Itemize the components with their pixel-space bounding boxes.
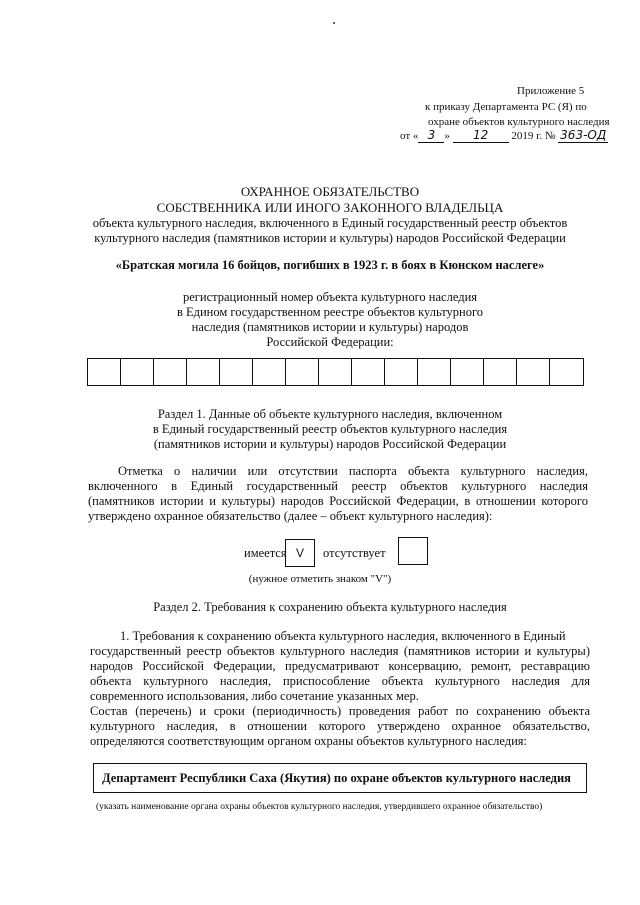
passport-present-checkbox[interactable]: V: [285, 539, 315, 567]
section1-heading: [70, 407, 590, 452]
appendix-title: Приложение 5: [517, 85, 585, 97]
section1-line1: Раздел 1. Данные об объекте культурного наследия, включенном: [157, 407, 503, 421]
registration-number-cell[interactable]: [484, 359, 517, 385]
registration-block: [130, 290, 530, 350]
section1-line3: (памятников истории и культуры) народов Российской Федерации: [153, 437, 507, 451]
authority-name: Департамент Республики Саха (Якутия) по охране объектов культурного наследия: [102, 771, 571, 785]
section2-title: Раздел 2. Требования к сохранению объекта культурного наследия: [153, 600, 507, 614]
authority-box: [93, 763, 587, 793]
registration-number-grid[interactable]: [87, 358, 584, 386]
section1-line2: в Единый государственный реестр объектов культурного наследия: [152, 422, 508, 436]
header-title-line1: ОХРАННОЕ ОБЯЗАТЕЛЬСТВО: [240, 184, 420, 199]
registration-number-cell[interactable]: [253, 359, 286, 385]
passport-line3: (памятников истории и культуры) народов Российской Федерации, в отношении которого: [88, 494, 588, 508]
object-name-text: «Братская могила 16 бойцов, погибших в 1923 г. в боях в Кюнском наслеге»: [115, 258, 545, 272]
scan-dot: [333, 22, 335, 24]
authority-hint: (указать наименование органа охраны объектов культурного наследия, утвердившего охранное обязательство): [96, 802, 543, 812]
header-title-line2: СОБСТВЕННИКА ИЛИ ИНОГО ЗАКОННОГО ВЛАДЕЛЬЦА: [156, 200, 504, 215]
registration-number-cell[interactable]: [451, 359, 484, 385]
passport-hint: (нужное отметить знаком "V"): [248, 573, 392, 585]
registration-number-cell[interactable]: [121, 359, 154, 385]
passport-line1: Отметка о наличии или отсутствии паспорта объекта культурного наследия,: [118, 464, 588, 478]
appendix-line2: охране объектов культурного наследия: [428, 116, 610, 128]
registration-number-cell[interactable]: [220, 359, 253, 385]
section2-p1-line1: 1. Требования к сохранению объекта культурного наследия, включенного в Единый: [120, 629, 566, 643]
registration-number-cell[interactable]: [550, 359, 583, 385]
passport-line2: включенного в Единый государственный реестр объектов культурного наследия: [88, 479, 588, 493]
section2-p2-line2: культурного наследия, в отношении которого утверждено охранное обязательство,: [90, 719, 590, 733]
registration-number-cell[interactable]: [286, 359, 319, 385]
registration-line1: регистрационный номер объекта культурного наследия: [182, 290, 478, 304]
object-name: [60, 258, 600, 273]
registration-number-cell[interactable]: [319, 359, 352, 385]
appendix-date: [400, 128, 608, 143]
registration-number-cell[interactable]: [88, 359, 121, 385]
registration-number-cell[interactable]: [385, 359, 418, 385]
date-month: 12: [453, 128, 509, 143]
section2-p2-line3: определяются соответствующим органом охраны объектов культурного наследия:: [90, 734, 528, 748]
registration-line3: наследия (памятников истории и культуры) народов: [191, 320, 469, 334]
passport-paragraph: [88, 464, 588, 524]
section2-p2-line1: Состав (перечень) и сроки (периодичность) проведения работ по сохранению объекта: [90, 704, 590, 718]
header-subtitle-line2: культурного наследия (памятников истории и культуры) народов Российской Федерации: [94, 231, 566, 245]
registration-number-cell[interactable]: [517, 359, 550, 385]
section2-paragraph1: [90, 629, 590, 749]
registration-number-cell[interactable]: [352, 359, 385, 385]
date-prefix: от «: [400, 130, 419, 142]
document-header: [60, 184, 600, 246]
passport-present-label: имеется: [244, 546, 287, 560]
appendix-line1: к приказу Департамента РС (Я) по: [425, 101, 587, 113]
passport-absent-checkbox[interactable]: [398, 537, 428, 565]
section2-p1-line4: объекта культурного наследия, приспособление объекта культурного наследия для: [90, 674, 590, 688]
registration-number-cell[interactable]: [154, 359, 187, 385]
registration-number-cell[interactable]: [418, 359, 451, 385]
passport-line4: утверждено охранное обязательство (далее – объект культурного наследия):: [88, 509, 493, 523]
registration-number-cell[interactable]: [187, 359, 220, 385]
header-subtitle-line1: объекта культурного наследия, включенного в Единый государственный реестр объектов: [92, 216, 568, 230]
date-mid: »: [444, 130, 450, 142]
date-day: 3: [418, 128, 444, 143]
registration-line4: Российской Федерации:: [266, 335, 394, 349]
section2-p1-line5: современного использования, либо сочетание указанных мер.: [90, 689, 419, 703]
passport-absent-label: отсутствует: [323, 546, 386, 560]
date-number: 363-ОД: [560, 128, 607, 142]
registration-line2: в Едином государственном реестре объектов культурного: [176, 305, 484, 319]
section2-p1-line2: государственный реестр объектов культурного наследия (памятников истории и культуры): [90, 644, 590, 658]
section2-p1-line3: народов Российской Федерации, предусматривают консервацию, ремонт, реставрацию: [90, 659, 590, 673]
date-year: 2019 г. №: [511, 130, 556, 142]
